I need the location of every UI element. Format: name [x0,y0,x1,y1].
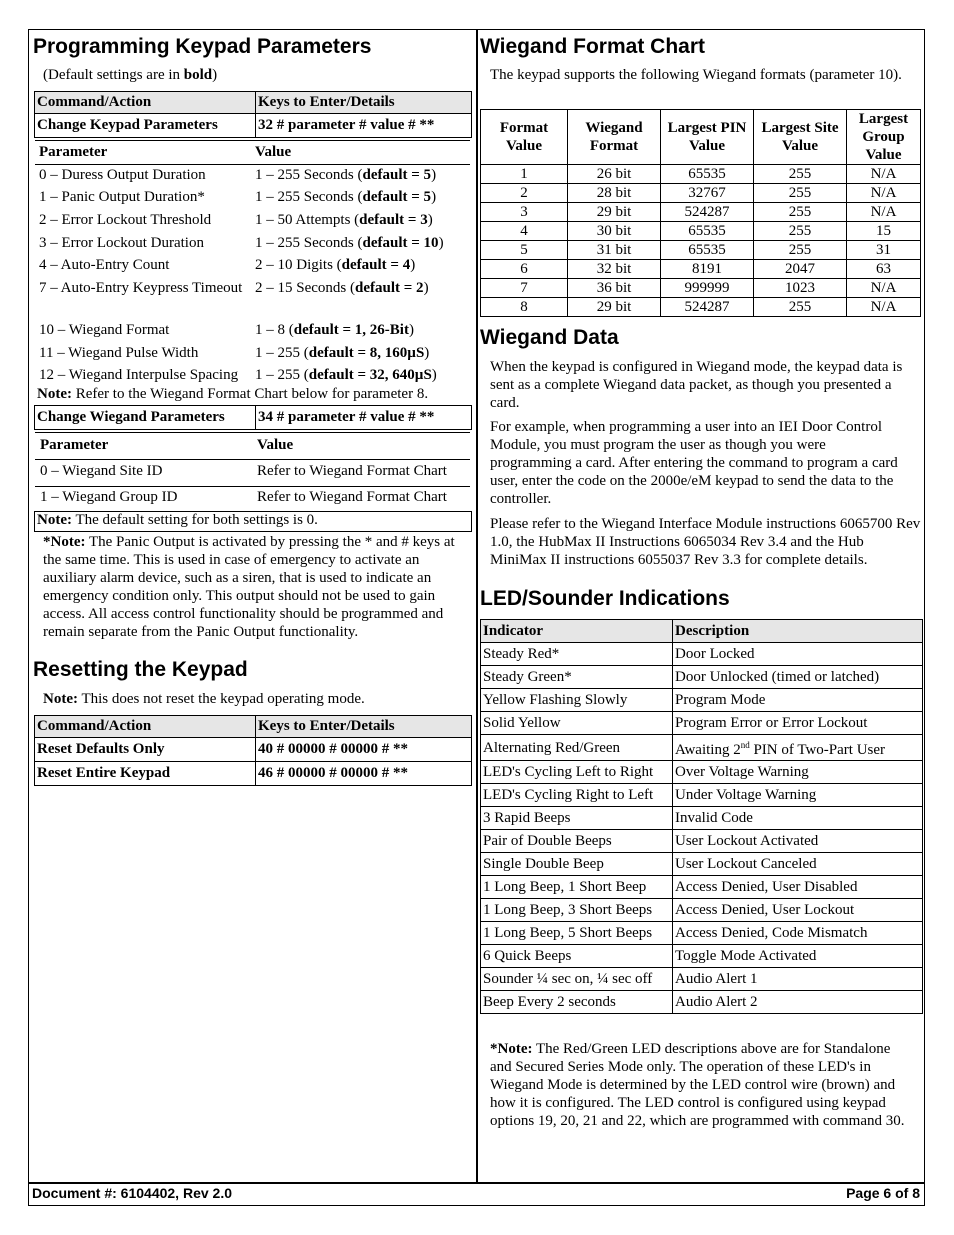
led-row [481,899,923,922]
param-name: 3 – Error Lockout Duration [39,235,204,251]
wparam-header [35,432,470,460]
led-indicator: Beep Every 2 seconds [481,991,673,1014]
wiegand-format-title: Wiegand Format Chart [480,35,705,58]
wiegand-command-table [34,405,472,430]
param-name: 4 – Auto-Entry Count [39,257,170,273]
led-description: Door Unlocked (timed or latched) [673,666,923,689]
wf-cell: 255 [754,165,847,184]
led-description: Access Denied, User Disabled [673,876,923,899]
wf-cell: 999999 [661,279,754,298]
param-name: 12 – Wiegand Interpulse Spacing [39,367,239,383]
reset-col-keys: Keys to Enter/Details [256,716,472,738]
led-row [481,807,923,830]
wf-cell: 524287 [661,203,754,222]
led-indicator: Yellow Flashing Slowly [481,689,673,712]
led-description: Awaiting 2nd PIN of Two-Part User [673,735,923,761]
wf-cell: 2 [481,184,568,203]
wf-cell: N/A [847,203,921,222]
led-row [481,784,923,807]
led-row [481,689,923,712]
wf-cell: 65535 [661,165,754,184]
led-description: Program Error or Error Lockout [673,712,923,735]
led-indicator: 1 Long Beep, 5 Short Beeps [481,922,673,945]
wf-header-cell: Largest Group Value [847,110,921,165]
led-row [481,876,923,899]
wf-cell: 255 [754,222,847,241]
wf-row [481,203,921,222]
led-indicator: Single Double Beep [481,853,673,876]
wf-row [481,222,921,241]
led-description: Invalid Code [673,807,923,830]
wparam-row [35,488,470,512]
wf-cell: 255 [754,203,847,222]
wf-cell: 4 [481,222,568,241]
change-wiegand-label: Change Wiegand Parameters [35,406,256,430]
wf-cell: 1 [481,165,568,184]
defaults-note: (Default settings are in bold) [43,67,218,83]
led-row [481,922,923,945]
reset-defaults-keys: 40 # 00000 # 00000 # ** [256,738,472,762]
led-indicator: 1 Long Beep, 3 Short Beeps [481,899,673,922]
wf-cell: 2047 [754,260,847,279]
led-description: User Lockout Activated [673,830,923,853]
wf-cell: 3 [481,203,568,222]
wf-row [481,184,921,203]
led-row [481,830,923,853]
param-header [35,140,470,165]
wf-cell: 1023 [754,279,847,298]
param-value: 1 – 255 Seconds (default = 10) [255,235,444,251]
led-description: Access Denied, User Lockout [673,899,923,922]
led-title: LED/Sounder Indications [480,587,730,610]
wf-cell: 255 [754,241,847,260]
reset-col-command: Command/Action [35,716,256,738]
note-wiegand-default: Note: The default setting for both settings is 0. [34,511,472,532]
led-row [481,735,923,761]
wparam-value: Refer to Wiegand Format Chart [257,489,447,505]
led-indicator: LED's Cycling Left to Right [481,761,673,784]
led-col-indicator: Indicator [481,620,673,643]
wparam-name: 1 – Wiegand Group ID [40,489,178,505]
led-description: Over Voltage Warning [673,761,923,784]
wf-row [481,241,921,260]
led-description: Audio Alert 2 [673,991,923,1014]
wf-cell: 32767 [661,184,754,203]
wf-cell: 65535 [661,222,754,241]
led-table [480,619,923,1014]
led-indicator: Solid Yellow [481,712,673,735]
led-description: Under Voltage Warning [673,784,923,807]
wf-cell: 255 [754,184,847,203]
wf-cell: 30 bit [568,222,661,241]
wf-cell: 15 [847,222,921,241]
wf-header-cell: Wiegand Format [568,110,661,165]
wf-header-row [481,110,921,165]
wparam-value: Refer to Wiegand Format Chart [257,463,447,479]
document-number: Document #: 6104402, Rev 2.0 [32,1185,232,1201]
wf-cell: 63 [847,260,921,279]
param-value: 2 – 15 Seconds (default = 2) [255,280,429,296]
wf-cell: 5 [481,241,568,260]
param-name: 2 – Error Lockout Threshold [39,212,212,228]
wf-cell: N/A [847,184,921,203]
change-wiegand-keys: 34 # parameter # value # ** [256,406,472,430]
led-description: User Lockout Canceled [673,853,923,876]
wf-cell: 65535 [661,241,754,260]
wparam-name: 0 – Wiegand Site ID [40,463,163,479]
col-command: Command/Action [35,92,256,114]
wf-header-cell: Format Value [481,110,568,165]
wf-row [481,279,921,298]
led-indicator: 6 Quick Beeps [481,945,673,968]
led-row [481,968,923,991]
footer-rule [28,1182,925,1184]
wf-cell: 255 [754,298,847,317]
wf-cell: N/A [847,279,921,298]
led-indicator: 3 Rapid Beeps [481,807,673,830]
wf-row [481,298,921,317]
param-col-name: Parameter [39,144,108,160]
column-divider [476,29,478,1182]
param-value: 1 – 255 Seconds (default = 5) [255,167,437,183]
param-value: 1 – 255 (default = 32, 640µS) [255,367,437,383]
wf-cell: 31 [847,241,921,260]
led-row [481,761,923,784]
param-value: 1 – 255 (default = 8, 160µS) [255,345,430,361]
reset-defaults-label: Reset Defaults Only [35,738,256,762]
note-param8: Note: Refer to the Wiegand Format Chart below for parameter 8. [37,386,429,402]
reset-entire-keys: 46 # 00000 # 00000 # ** [256,762,472,786]
param-name: 11 – Wiegand Pulse Width [39,345,199,361]
led-row [481,945,923,968]
resetting-title: Resetting the Keypad [33,658,248,681]
col-keys: Keys to Enter/Details [256,92,472,114]
wf-cell: 7 [481,279,568,298]
led-indicator: Alternating Red/Green [481,735,673,761]
led-indicator: Steady Green* [481,666,673,689]
led-indicator: Sounder ¼ sec on, ¼ sec off [481,968,673,991]
param-name: 1 – Panic Output Duration* [39,189,205,205]
led-description: Access Denied, Code Mismatch [673,922,923,945]
led-col-description: Description [673,620,923,643]
led-indicator: LED's Cycling Right to Left [481,784,673,807]
wiegand-data-p3: Please refer to the Wiegand Interface Module instructions 6065700 Rev 1.0, the HubMax II Instructions 6065034 Rev 3.4 and the Hub MiniMax II instructions 6055037 Rev 3.3 for complete details. [490,516,921,568]
param-value: 1 – 255 Seconds (default = 5) [255,189,437,205]
led-note: *Note: The Red/Green LED descriptions above are for Standalone and Secured Series Mode only. The operation of these LED's in Wiegand Mode is determined by the LED control wire (brown) and how it is configured. The LED control is configured using keypad options 19, 20, 21 and 22, which are programmed with command 30. [490,1041,905,1129]
wparam-col-name: Parameter [40,437,109,453]
wf-cell: N/A [847,165,921,184]
param-name: 10 – Wiegand Format [39,322,170,338]
led-row [481,643,923,666]
reset-table [34,715,472,786]
led-row [481,712,923,735]
wiegand-data-title: Wiegand Data [480,326,619,349]
reset-note: Note: This does not reset the keypad operating mode. [43,691,365,707]
wf-cell: 524287 [661,298,754,317]
wf-header-cell: Largest PIN Value [661,110,754,165]
wparam-row [35,460,470,487]
wf-cell: 8 [481,298,568,317]
param-name: 0 – Duress Output Duration [39,167,206,183]
wf-row [481,260,921,279]
wf-cell: 31 bit [568,241,661,260]
wf-row [481,165,921,184]
wiegand-format-table [480,109,921,317]
change-keypad-keys: 32 # parameter # value # ** [256,114,472,138]
param-value: 1 – 50 Attempts (default = 3) [255,212,433,228]
param-col-value: Value [255,144,292,160]
param-value: 2 – 10 Digits (default = 4) [255,257,416,273]
led-row [481,853,923,876]
reset-entire-label: Reset Entire Keypad [35,762,256,786]
led-description: Program Mode [673,689,923,712]
wf-cell: 6 [481,260,568,279]
wiegand-format-intro: The keypad supports the following Wiegand formats (parameter 10). [490,67,902,83]
wiegand-data-p1: When the keypad is configured in Wiegand mode, the keypad data is sent as a complete Wiegand data packet, as though you presented a card. [490,359,903,411]
led-indicator: Pair of Double Beeps [481,830,673,853]
panic-note: *Note: The Panic Output is activated by pressing the * and # keys at the same time. This is used in case of emergency to activate an auxiliary alarm device, such as a siren, that is used to indicate an emergency condition only. This output should not be used to gain access. All access control functionality should be programmed and remain separate from the Panic Output functionality. [43,534,455,640]
wf-cell: 8191 [661,260,754,279]
wf-header-cell: Largest Site Value [754,110,847,165]
wf-cell: N/A [847,298,921,317]
led-row [481,666,923,689]
change-keypad-label: Change Keypad Parameters [35,114,256,138]
wparam-col-value: Value [257,437,294,453]
wf-cell: 32 bit [568,260,661,279]
led-indicator: Steady Red* [481,643,673,666]
param-value: 1 – 8 (default = 1, 26-Bit) [255,322,414,338]
led-description: Toggle Mode Activated [673,945,923,968]
wf-cell: 28 bit [568,184,661,203]
wf-cell: 26 bit [568,165,661,184]
wf-cell: 36 bit [568,279,661,298]
led-indicator: 1 Long Beep, 1 Short Beep [481,876,673,899]
led-description: Door Locked [673,643,923,666]
wf-cell: 29 bit [568,203,661,222]
led-description: Audio Alert 1 [673,968,923,991]
wf-cell: 29 bit [568,298,661,317]
keypad-command-table [34,91,472,138]
programming-title: Programming Keypad Parameters [33,35,372,58]
wiegand-data-p2: For example, when programming a user into an IEI Door Control Module, you must program the user as though you were programming a card. After entering the command to program a card user, enter the code on the 2000e/eM keypad to send the data to the controller. [490,419,898,507]
param-name: 7 – Auto-Entry Keypress Timeout [39,280,243,296]
led-row [481,991,923,1014]
page-number: Page 6 of 8 [846,1185,920,1201]
